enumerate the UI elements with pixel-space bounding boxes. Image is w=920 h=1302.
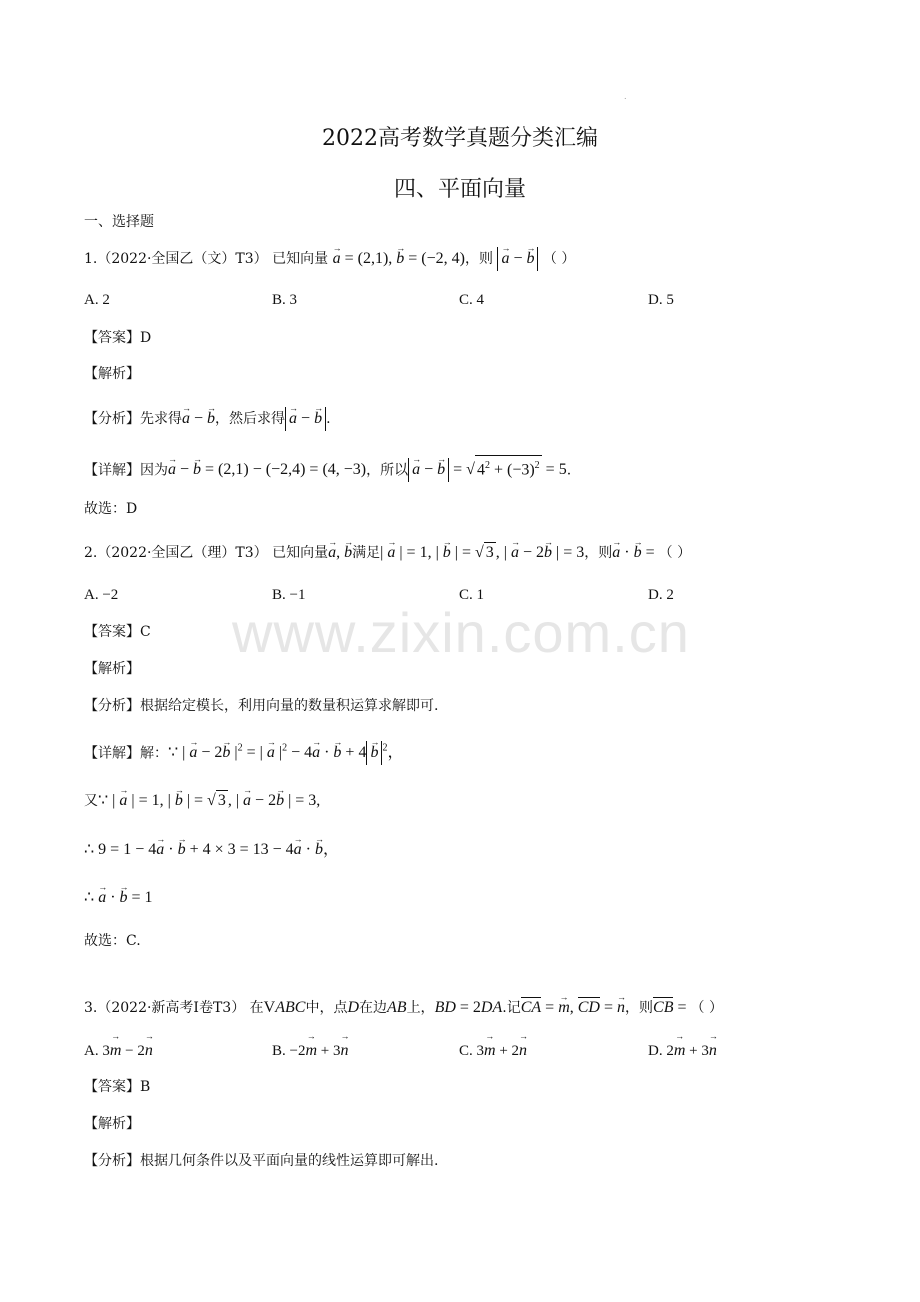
q1-fenxi bbox=[84, 407, 331, 431]
q1-answer: 【答案】D bbox=[84, 330, 152, 346]
q3-stem bbox=[84, 998, 723, 1018]
q2-stem-tail: （ ） bbox=[658, 545, 692, 561]
watermark-text: www.zixin.com.cn bbox=[232, 601, 690, 664]
q2-detail-2 bbox=[84, 790, 320, 811]
q1-fenxi-math1: → a − → b bbox=[182, 410, 215, 427]
q1-analysis-label: 【解析】 bbox=[84, 366, 140, 382]
q2-stem-mid: 满足 bbox=[352, 545, 381, 561]
q1-choice: 故选：D bbox=[84, 501, 138, 517]
q3-answer: 【答案】B bbox=[84, 1079, 151, 1095]
q2-detail-prefix: 【详解】解： bbox=[84, 745, 168, 762]
q1-stem-prefix: 1.（2022·全国乙（文）T3） 已知向量 bbox=[84, 251, 329, 267]
q1-detail-tail: . bbox=[566, 462, 572, 479]
q3-option-a: A. 3→ m − 2→ n bbox=[84, 1042, 153, 1060]
speck: . bbox=[624, 92, 627, 101]
q2-stem-mid2: ，则 bbox=[584, 545, 613, 561]
q1-stem-mid: ，则 bbox=[464, 251, 493, 267]
q2-stem-math2: | → a | = 1, | → b | = √ 3 , | → a − 2→ b | = 3 bbox=[380, 544, 584, 561]
q2-option-a: A. −2 bbox=[84, 587, 119, 603]
q2-stem-prefix: 2.（2022·全国乙（理）T3） 已知向量 bbox=[84, 545, 329, 561]
q2-answer: 【答案】C bbox=[84, 624, 151, 640]
q3-stem-mid4: .记 bbox=[502, 1000, 521, 1016]
q1-option-c: C. 4 bbox=[459, 292, 485, 308]
q3-option-d: D. 2→ m + 3→ n bbox=[648, 1042, 717, 1060]
q3-stem-math6: CB = bbox=[653, 999, 691, 1016]
q2-line2-prefix: 又 bbox=[84, 793, 98, 809]
q2-fenxi: 【分析】根据给定模长，利用向量的数量积运算求解即可. bbox=[84, 698, 439, 714]
page-subtitle: 四、平面向量 bbox=[393, 177, 526, 202]
q3-stem-mid2: 在边 bbox=[359, 1000, 388, 1016]
q3-analysis-label: 【解析】 bbox=[84, 1116, 140, 1132]
q2-option-d: D. 2 bbox=[648, 587, 674, 603]
page-title: 2022高考数学真题分类汇编 bbox=[322, 126, 598, 151]
q3-stem-tail: （ ） bbox=[690, 1000, 723, 1016]
q2-detail-math1: ∵ | → a − 2→ b $|^2$ = | → a $|^2 - 4\to a$ · → b + 4→ b $^2$， bbox=[168, 744, 403, 761]
q2-stem-math3: → a · → b = bbox=[612, 544, 658, 561]
q1-fenxi-mid: ，然后求得 bbox=[215, 411, 286, 427]
q3-stem-mid: 中，点 bbox=[305, 1000, 348, 1016]
q2-option-c: C. 1 bbox=[459, 587, 485, 603]
q1-detail-abs: → a − → b bbox=[408, 458, 449, 482]
q2-choice: 故选：C. bbox=[84, 933, 141, 949]
q2-detail-math3: ∴ 9 = 1 − 4→ a · → b + 4 × 3 = 13 − 4→ a · → b， bbox=[84, 841, 339, 858]
q2-detail-4 bbox=[84, 888, 153, 908]
q2-detail-math4: ∴ → a · → b = 1 bbox=[84, 889, 153, 906]
q3-stem-prefix: 3.（2022·新高考Ⅰ卷T3） 在 bbox=[84, 1000, 264, 1016]
q1-fenxi-abs: → a − → b bbox=[285, 407, 326, 431]
q1-fenxi-tail: . bbox=[326, 411, 331, 427]
q1-detail-math2: = √ $4^2 + (-3)^2 = 5$ bbox=[449, 461, 567, 478]
q3-option-c: C. 3→ m + 2→ n bbox=[459, 1042, 527, 1060]
q1-fenxi-prefix: 【分析】先求得 bbox=[84, 411, 182, 427]
q1-detail-prefix: 【详解】因为 bbox=[84, 462, 168, 479]
q2-stem-math1: → a, → b bbox=[328, 544, 352, 561]
q1-detail bbox=[84, 455, 571, 482]
q1-option-a: A. 2 bbox=[84, 292, 110, 308]
q1-stem-math: → a = (2,1), → b = (−2, 4) bbox=[333, 250, 465, 267]
q3-stem-math4: BD = 2DA bbox=[434, 999, 503, 1016]
q2-analysis-label: 【解析】 bbox=[84, 661, 140, 677]
q1-stem-tail: （ ） bbox=[542, 251, 576, 267]
q3-stem-math1: VABC bbox=[263, 999, 306, 1016]
q3-stem-math5: CA = → m, CD = → n bbox=[521, 999, 625, 1016]
q2-detail-3 bbox=[84, 840, 339, 860]
section-heading: 一、选择题 bbox=[84, 214, 154, 230]
q2-option-b: B. −1 bbox=[272, 587, 306, 603]
q1-stem bbox=[84, 247, 575, 271]
q1-option-b: B. 3 bbox=[272, 292, 298, 308]
q2-detail-1 bbox=[84, 739, 403, 765]
q3-stem-math2: D bbox=[347, 999, 360, 1016]
q3-stem-mid3: 上， bbox=[406, 1000, 435, 1016]
q2-stem bbox=[84, 542, 691, 563]
q3-fenxi: 【分析】根据几何条件以及平面向量的线性运算即可解出. bbox=[84, 1153, 439, 1169]
q1-option-d: D. 5 bbox=[648, 292, 674, 308]
q1-detail-math1: → a − → b = (2,1) − (−2,4) = (4, −3) bbox=[168, 461, 366, 478]
q1-stem-abs: → a − → b bbox=[497, 247, 538, 271]
q3-stem-mid5: ，则 bbox=[625, 1000, 654, 1016]
q3-option-b: B. −2→ m + 3→ n bbox=[272, 1042, 349, 1060]
q2-detail-math2: ∵ | → a | = 1, | → b | = √ 3 , | → a − 2→ b | = 3, bbox=[98, 792, 320, 809]
q3-stem-math3: AB bbox=[387, 999, 407, 1016]
q1-detail-mid: ，所以 bbox=[366, 462, 409, 479]
